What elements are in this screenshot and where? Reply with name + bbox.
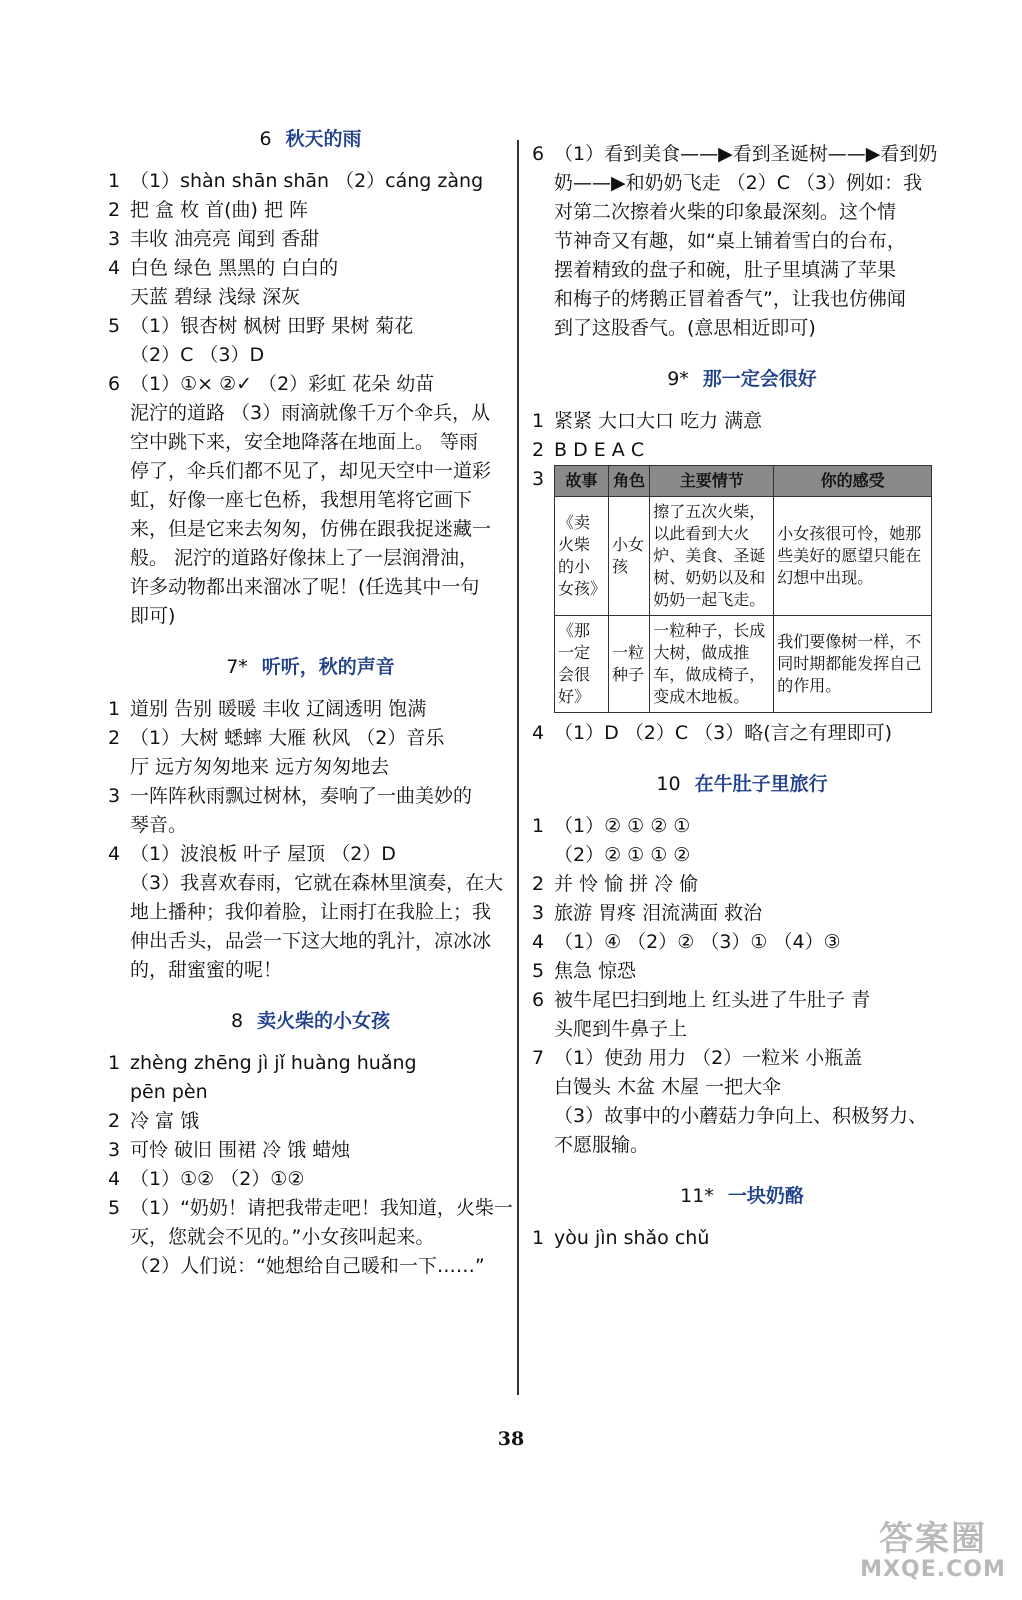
- answer-item: [532, 1224, 952, 1253]
- section-number: 7*: [226, 656, 248, 678]
- answer-line: 奶——▶和奶奶飞走 （2）C （3）例如：我: [554, 172, 923, 194]
- answer-line: （3）故事中的小蘑菇力争向上、积极努力、: [554, 1105, 928, 1127]
- section-heading: 那一定会很好: [702, 368, 817, 390]
- item-text: [130, 1107, 513, 1136]
- item-number: 4: [108, 1168, 121, 1190]
- answer-item: [108, 695, 513, 724]
- section-number: 9*: [667, 368, 689, 390]
- item-number: 3: [108, 228, 121, 250]
- item-number: 5: [108, 315, 121, 337]
- item-text: [554, 1044, 952, 1160]
- answer-line: 灭，您就会不见的。”小女孩叫起来。: [130, 1226, 435, 1248]
- answer-item: [532, 899, 952, 928]
- section-number: 10: [656, 773, 681, 795]
- item-text: [554, 140, 952, 343]
- item-number: 2: [108, 199, 121, 221]
- right-column: [532, 140, 952, 1253]
- table-cell: 小女孩很可怜，她那些美好的愿望只能在幻想中出现。: [774, 497, 932, 616]
- answer-line: 紧紧 大口大口 吃力 满意: [554, 410, 763, 432]
- section-number: 6: [259, 128, 272, 150]
- item-number: 2: [532, 873, 545, 895]
- item-number: 7: [532, 1047, 545, 1069]
- answer-line: （1）“奶奶！请把我带走吧！我知道，火柴一: [130, 1197, 513, 1219]
- answer-line: 丰收 油亮亮 闻到 香甜: [130, 228, 320, 250]
- section-heading: 一块奶酪: [727, 1185, 804, 1207]
- section-heading: 在牛肚子里旅行: [694, 773, 828, 795]
- item-number: 1: [108, 1052, 121, 1074]
- answer-line: 道别 告别 暖暖 丰收 辽阔透明 饱满: [130, 698, 427, 720]
- answer-line: 和梅子的烤鹅正冒着香气”，让我也仿佛闻: [554, 288, 906, 310]
- answer-item: [108, 1165, 513, 1194]
- item-text: [130, 196, 513, 225]
- table-header: 主要情节: [650, 466, 774, 497]
- item-number: 1: [108, 698, 121, 720]
- item-number: 3: [108, 785, 121, 807]
- answer-item: [532, 870, 952, 899]
- item-text: [130, 695, 513, 724]
- item-text: [554, 812, 952, 870]
- answer-line: pēn pèn: [130, 1081, 208, 1103]
- answer-item: [108, 724, 513, 782]
- answer-line: （1）看到美食——▶看到圣诞树——▶看到奶: [554, 143, 938, 165]
- answer-line: 般。 泥泞的道路好像抹上了一层润滑油，: [130, 547, 479, 569]
- answer-line: 白馒头 木盆 木屋 一把大伞: [554, 1076, 782, 1098]
- answer-line: （2）② ① ① ②: [554, 844, 691, 866]
- watermark-bottom: MXQE.COM: [860, 1557, 1006, 1582]
- item-number: 5: [108, 1197, 121, 1219]
- item-number: 6: [532, 989, 545, 1011]
- answer-line: （1）使劲 用力 （2）一粒米 小瓶盖: [554, 1047, 863, 1069]
- answer-item: [108, 225, 513, 254]
- item-number: 1: [532, 815, 545, 837]
- item-text: [554, 870, 952, 899]
- answer-line: （1）银杏树 枫树 田野 果树 菊花: [130, 315, 414, 337]
- answer-item: [108, 840, 513, 985]
- item-text: [554, 899, 952, 928]
- section-title-s8: [108, 1007, 513, 1035]
- answer-item: [532, 407, 952, 436]
- item-number: 6: [532, 143, 545, 165]
- section-heading: 听听，秋的声音: [261, 656, 395, 678]
- answer-item-table: [532, 465, 952, 719]
- table-cell: 《卖火柴的小女孩》: [555, 497, 609, 616]
- section-title-s10: [532, 770, 952, 798]
- table-cell: 一粒种子，长成大树，做成推车，做成椅子，变成木地板。: [650, 616, 774, 713]
- answer-line: 被牛尾巴扫到地上 红头进了牛肚子 青: [554, 989, 871, 1011]
- answer-line: 头爬到牛鼻子上: [554, 1018, 688, 1040]
- answer-item: [108, 1194, 513, 1281]
- answer-line: yòu jìn shǎo chǔ: [554, 1227, 710, 1249]
- answer-line: 并 怜 愉 拼 冷 偷: [554, 873, 699, 895]
- table-cell: 小女孩: [609, 497, 650, 616]
- item-text: [130, 1194, 513, 1281]
- answer-item: [532, 928, 952, 957]
- item-number: 3: [532, 468, 545, 490]
- answer-item: [532, 812, 952, 870]
- item-text: [130, 167, 513, 196]
- answer-line: （1）② ① ② ①: [554, 815, 691, 837]
- item-text: [130, 1049, 513, 1107]
- answer-line: zhèng zhēng jì jǐ huàng huǎng: [130, 1052, 417, 1074]
- left-column: [108, 125, 513, 1281]
- item-text: [554, 957, 952, 986]
- answer-line: 厅 远方匆匆地来 远方匆匆地去: [130, 756, 390, 778]
- item-number: 3: [108, 1139, 121, 1161]
- answer-line: （2）C （3）D: [130, 344, 265, 366]
- item-text: [130, 724, 513, 782]
- item-number: 2: [532, 439, 545, 461]
- section-title-s9: [532, 365, 952, 393]
- answer-line: （1）D （2）C （3）略(言之有理即可): [554, 722, 893, 744]
- item-text: [130, 225, 513, 254]
- item-text: [554, 1224, 952, 1253]
- item-number: 4: [108, 257, 121, 279]
- answer-item: [108, 167, 513, 196]
- answer-item: [532, 957, 952, 986]
- item-text: [130, 370, 513, 631]
- column-divider: [517, 140, 519, 1395]
- answer-line: 把 盒 枚 首(曲) 把 阵: [130, 199, 309, 221]
- item-text: [554, 719, 952, 748]
- section-heading: 卖火柴的小女孩: [257, 1010, 391, 1032]
- answer-item: [108, 370, 513, 631]
- answer-line: 琴音。: [130, 814, 188, 836]
- answer-line: 的，甜蜜蜜的呢！: [130, 959, 283, 981]
- answer-line: 旅游 胃疼 泪流满面 救治: [554, 902, 763, 924]
- item-text: [130, 840, 513, 985]
- answer-line: 一阵阵秋雨飘过树林，奏响了一曲美妙的: [130, 785, 473, 807]
- table-row: [555, 616, 932, 713]
- answer-item: [532, 719, 952, 748]
- answer-line: 停了，伞兵们都不见了，却见天空中一道彩: [130, 460, 492, 482]
- item-text: [130, 1165, 513, 1194]
- item-number: 4: [532, 722, 545, 744]
- answer-line: （1）波浪板 叶子 屋顶 （2）D: [130, 843, 396, 865]
- item-text: [130, 312, 513, 370]
- section-title-s7: [108, 653, 513, 681]
- watermark-top: 答案圈: [879, 1519, 987, 1559]
- section-heading: 秋天的雨: [285, 128, 362, 150]
- item-text: [130, 1136, 513, 1165]
- item-number: 3: [532, 902, 545, 924]
- answer-line: B D E A C: [554, 439, 645, 461]
- item-text: [554, 407, 952, 436]
- section-title-s11: [532, 1182, 952, 1210]
- answer-line: 白色 绿色 黑黑的 白白的: [130, 257, 339, 279]
- answer-item: [108, 1049, 513, 1107]
- table-header: 故事: [555, 466, 609, 497]
- table-cell: 我们要像树一样，不同时期都能发挥自己的作用。: [774, 616, 932, 713]
- item-number: 4: [532, 931, 545, 953]
- answer-line: 可怜 破旧 围裙 冷 饿 蜡烛: [130, 1139, 351, 1161]
- page-number: 38: [497, 1428, 525, 1450]
- item-number: 2: [108, 727, 121, 749]
- item-text: [554, 436, 952, 465]
- section-title-s6: [108, 125, 513, 153]
- item-text: [554, 928, 952, 957]
- answer-line: （3）我喜欢春雨，它就在森林里演奏，在大: [130, 872, 504, 894]
- section-number: 11*: [680, 1185, 714, 1207]
- table-cell: 《那一定会很好》: [555, 616, 609, 713]
- answer-line: 虹，好像一座七色桥，我想用笔将它画下: [130, 489, 473, 511]
- answer-item: [532, 1044, 952, 1160]
- item-text: [130, 782, 513, 840]
- answer-item: [108, 782, 513, 840]
- table-cell: 一粒种子: [609, 616, 650, 713]
- answer-line: 对第二次擦着火柴的印象最深刻。这个情: [554, 201, 897, 223]
- section-number: 8: [230, 1010, 244, 1032]
- answer-line: 泥泞的道路 （3）雨滴就像千万个伞兵，从: [130, 402, 491, 424]
- answer-line: 到了这股香气。(意思相近即可): [554, 317, 816, 339]
- answer-line: （1）④ （2）② （3）① （4）③: [554, 931, 841, 953]
- answer-item: [108, 1136, 513, 1165]
- answer-line: 来，但是它来去匆匆，仿佛在跟我捉迷藏一: [130, 518, 492, 540]
- answer-line: 天蓝 碧绿 浅绿 深灰: [130, 286, 301, 308]
- item-number: 1: [108, 170, 121, 192]
- item-number: 4: [108, 843, 121, 865]
- item-number: 6: [108, 373, 121, 395]
- item-number: 2: [108, 1110, 121, 1132]
- table-header: 你的感受: [774, 466, 932, 497]
- answer-line: 空中跳下来，安全地降落在地面上。 等雨: [130, 431, 479, 453]
- answer-item: [108, 196, 513, 225]
- answer-line: 焦急 惊恐: [554, 960, 637, 982]
- table-header: 角色: [609, 466, 650, 497]
- answer-line: （2）人们说：“她想给自己暖和一下……”: [130, 1255, 485, 1277]
- answer-line: 冷 富 饿: [130, 1110, 200, 1132]
- answer-item: [532, 986, 952, 1044]
- item-text: [130, 254, 513, 312]
- answer-line: （1）①② （2）①②: [130, 1168, 305, 1190]
- answer-line: （1）shàn shān shān （2）cáng zàng: [130, 170, 484, 192]
- answer-line: 节神奇又有趣，如“桌上铺着雪白的台布，: [554, 230, 906, 252]
- answer-line: 地上播种；我仰着脸，让雨打在我脸上；我: [130, 901, 492, 923]
- answer-item: [108, 1107, 513, 1136]
- answer-item: [532, 436, 952, 465]
- item-number: 1: [532, 410, 545, 432]
- answer-line: （1）大树 蟋蟀 大雁 秋风 （2）音乐: [130, 727, 445, 749]
- answer-line: 即可): [130, 605, 176, 627]
- table-row: [555, 497, 932, 616]
- watermark-logo: [858, 1520, 1008, 1582]
- story-table: [554, 465, 932, 713]
- answer-item: [532, 140, 952, 343]
- answer-line: 不愿服输。: [554, 1134, 650, 1156]
- answer-line: 摆着精致的盘子和碗，肚子里填满了苹果: [554, 259, 897, 281]
- item-text: [554, 986, 952, 1044]
- item-number: 1: [532, 1227, 545, 1249]
- answer-line: 伸出舌头，品尝一下这大地的乳汁，凉冰冰: [130, 930, 492, 952]
- answer-item: [108, 254, 513, 312]
- item-number: 5: [532, 960, 545, 982]
- answer-line: 许多动物都出来溜冰了呢！(任选其中一句: [130, 576, 480, 598]
- table-cell: 擦了五次火柴，以此看到大火炉、美食、圣诞树、奶奶以及和奶奶一起飞走。: [650, 497, 774, 616]
- answer-item: [108, 312, 513, 370]
- answer-line: （1）①× ②✓ （2）彩虹 花朵 幼苗: [130, 373, 435, 395]
